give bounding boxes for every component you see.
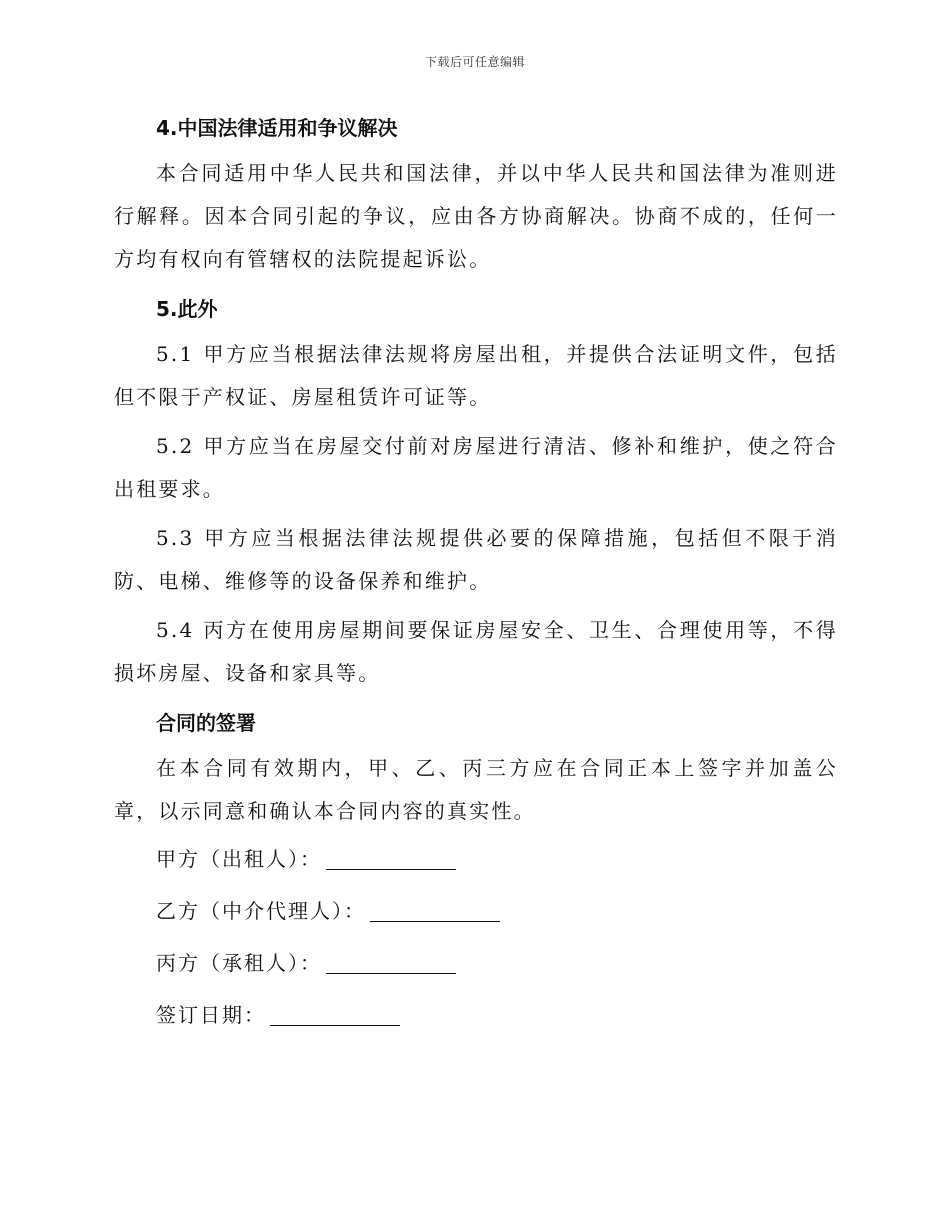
signing-date-line (114, 989, 838, 1041)
party-b-signature-line (114, 885, 838, 937)
party-a-label: 甲方（出租人）： (156, 847, 322, 871)
page-header-note: 下载后可任意编辑 (424, 55, 525, 69)
section-4-paragraph: 本合同适用中华人民共和国法律，并以中华人民共和国法律为准则进行解释。因本合同引起的争议，应由各方协商解决。协商不成的，任何一方均有权向有管辖权的法院提起诉讼。 (114, 161, 838, 271)
signing-heading: 合同的签署 (156, 711, 256, 735)
party-b-label: 乙方（中介代理人）： (156, 899, 366, 923)
party-c-signature-line (114, 937, 838, 989)
party-a-blank[interactable] (326, 847, 456, 870)
party-c-blank[interactable] (326, 951, 456, 974)
section-4-heading: 4.中国法律适用和争议解决 (156, 116, 398, 140)
clause-5-4: 5.4 丙方在使用房屋期间要保证房屋安全、卫生、合理使用等，不得损坏房屋、设备和家具等。 (114, 618, 838, 685)
clause-5-3: 5.3 甲方应当根据法律法规提供必要的保障措施，包括但不限于消防、电梯、维修等的设备保养和维护。 (114, 526, 838, 593)
signing-date-label: 签订日期： (156, 1003, 266, 1027)
section-5-heading: 5.此外 (156, 297, 218, 321)
clause-5-2: 5.2 甲方应当在房屋交付前对房屋进行清洁、修补和维护，使之符合出租要求。 (114, 434, 838, 501)
document-body (114, 110, 838, 1041)
party-b-blank[interactable] (370, 899, 500, 922)
signing-date-blank[interactable] (270, 1003, 400, 1026)
clause-5-1: 5.1 甲方应当根据法律法规将房屋出租，并提供合法证明文件，包括但不限于产权证、房屋租赁许可证等。 (114, 342, 838, 409)
signing-paragraph: 在本合同有效期内，甲、乙、丙三方应在合同正本上签字并加盖公章，以示同意和确认本合同内容的真实性。 (114, 756, 838, 823)
party-a-signature-line (114, 833, 838, 885)
party-c-label: 丙方（承租人）： (156, 951, 322, 975)
